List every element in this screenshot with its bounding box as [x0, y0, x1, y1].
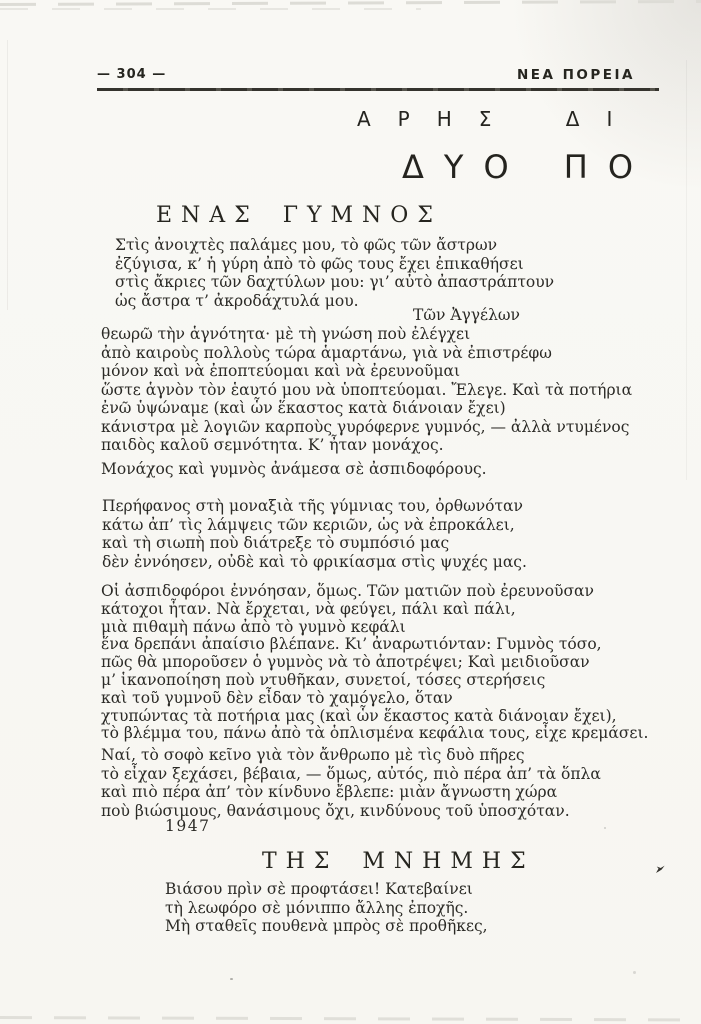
header-rule	[97, 88, 659, 91]
poem-line: ἐζύγισα, κ’ ἡ γύρη ἀπὸ τὸ φῶς τους ἔχει ἐπικαθήσει	[115, 254, 524, 273]
poem-line: τὸ βλέμμα του, πάνω ἀπὸ τὰ ὁπλισμένα κεφάλια τους, εἶχε κρεμάσει.	[101, 724, 649, 743]
section-heading: ΔΥΟ ΠΟ	[402, 148, 654, 186]
poem1-stanza-4	[102, 497, 527, 571]
page-number: — 304 —	[97, 67, 167, 82]
scan-edge-left	[7, 40, 8, 310]
poem-line: κάτοχοι ἦταν. Νὰ ἔρχεται, νὰ φεύγει, πάλι καὶ πάλι,	[101, 599, 516, 618]
poem-line: πῶς θὰ μποροῦσεν ὁ γυμνὸς νὰ τὸ ἀποτρέψει; Καὶ μειδιοῦσαν	[101, 653, 590, 672]
scan-edge-top-secondary	[0, 8, 421, 10]
poem-line: Οἱ ἀσπιδοφόροι ἐννόησαν, ὅμως. Τῶν ματιῶν ποὺ ἐρευνοῦσαν	[101, 582, 594, 600]
poem-line: τὸ εἶχαν ξεχάσει, βέβαια, — ὅμως, αὐτός, πιὸ πέρα ἀπ’ τὰ ὅπλα	[101, 764, 601, 783]
poem2-title: ΤΗΣ ΜΝΗΜΗΣ	[262, 849, 535, 874]
poem1-stanza-1	[115, 236, 554, 310]
poem-line: ὡς ἄστρα τ’ ἀκροδάχτυλά μου.	[115, 291, 359, 310]
poem-line: καὶ πιὸ πέρα ἀπ’ τὸν κίνδυνο ἔβλεπε: μιὰν ἄγνωστη χώρα	[101, 783, 558, 801]
dust-speck	[633, 971, 636, 974]
poem-line: μόνον καὶ νὰ ἐποπτεύομαι καὶ νὰ ἐρευνοῦμαι	[101, 362, 461, 380]
poem-line: κάνιστρα μὲ λογιῶν καρποὺς γυρόφερνε γυμνός, — ἀλλὰ ντυμένος	[101, 417, 630, 436]
poem-line: καὶ τὴ σιωπὴ ποὺ διάτρεξε τὸ συμπόσιό μας	[102, 534, 450, 552]
poem-line: μιὰ πιθαμὴ πάνω ἀπὸ τὸ γυμνὸ κεφάλι	[101, 617, 406, 636]
poem-line: τὴ λεωφόρο σὲ μόνιππο ἄλλης ἐποχῆς.	[165, 898, 469, 917]
poem2-stanza-1	[165, 880, 488, 936]
poem-line: θεωρῶ τὴν ἁγνότητα· μὲ τὴ γνώση ποὺ ἐλέγχει	[101, 325, 471, 343]
poem-line: στὶς ἄκριες τῶν δαχτύλων μου: γι’ αὐτὸ ἀπαστράπτουν	[115, 273, 555, 291]
poem-line: ὥστε ἁγνὸν τὸν ἑαυτό μου νὰ ὑποπτεύομαι. Ἔλεγε. Καὶ τὰ ποτήρια	[101, 380, 633, 399]
scan-edge-right	[686, 60, 687, 480]
scan-edge-bottom	[0, 1016, 701, 1022]
poem1-stanza-6	[101, 746, 601, 820]
poem1-indented-line: Τῶν Ἀγγέλων	[413, 306, 520, 324]
dust-speck	[230, 978, 233, 980]
poem-line: καὶ τοῦ γυμνοῦ δὲν εἶδαν τὸ χαμόγελο, ὅταν	[101, 688, 453, 707]
poem-line: κάτω ἀπ’ τὶς λάμψεις τῶν κεριῶν, ὡς νὰ ἐπροκάλει,	[102, 515, 515, 534]
poem-line: Μὴ σταθεῖς πουθενὰ μπρὸς σὲ προθῆκες,	[165, 917, 488, 935]
poem1-stanza-5	[101, 583, 648, 743]
poem-line: ἀπὸ καιροὺς πολλοὺς τώρα ἁμαρτάνω, γιὰ νὰ ἐπιστρέφω	[101, 343, 552, 362]
poem1-stanza-3	[101, 460, 487, 479]
ink-mark	[656, 864, 665, 873]
dust-speck	[604, 827, 606, 829]
poem-line: μ’ ἱκανοποίηση ποὺ ντυθῆκαν, συνετοί, τόσες στερήσεις	[101, 670, 546, 689]
poem1-title: ΕΝΑΣ ΓΥΜΝΟΣ	[156, 203, 442, 228]
poem1-date: 1947	[165, 817, 211, 835]
poem-line: ποὺ βιώσιμους, θανάσιμους ὄχι, κινδύνους τοῦ ὑποσχόταν.	[101, 801, 570, 820]
poem-line: ἐνῶ ὑψώναμε (καὶ ὧν ἕκαστος κατὰ διάνοιαν ἔχει)	[101, 399, 506, 417]
poem-line: δὲν ἐννόησεν, οὐδὲ καὶ τὸ φρικίασμα στὶς ψυχές μας.	[102, 552, 527, 571]
poem-line: ἕνα δρεπάνι ἀπαίσιο βλέπανε. Κι’ ἀναρωτιόνταν: Γυμνὸς τόσο,	[101, 635, 602, 654]
scan-edge-top	[0, 0, 701, 6]
poem-line: Μονάχος καὶ γυμνὸς ἀνάμεσα σὲ ἀσπιδοφόρους.	[101, 460, 487, 478]
journal-title: ΝΕΑ ΠΟΡΕΙΑ	[516, 67, 635, 83]
poem-line: χτυπώντας τὰ ποτήρια μας (καὶ ὧν ἕκαστος κατὰ διάνοιαν ἔχει),	[101, 706, 617, 725]
poem-line: Περήφανος στὴ μοναξιὰ τῆς γύμνιας του, ὀρθωνόταν	[102, 497, 523, 515]
poem-line: παιδὸς καλοῦ σεμνότητα. Κ’ ἦταν μονάχος.	[101, 436, 444, 454]
poem1-stanza-2	[101, 325, 632, 455]
poem-line: Βιάσου πρὶν σὲ προφτάσει! Κατεβαίνει	[165, 880, 473, 898]
poem-line: Στὶς ἀνοιχτὲς παλάμες μου, τὸ φῶς τῶν ἄστρων	[115, 236, 498, 254]
poem-line: Ναί, τὸ σοφὸ κεῖνο γιὰ τὸν ἄνθρωπο μὲ τὶς δυὸ πῆρες	[101, 746, 525, 764]
author-heading: ΑΡΗΣ ΔΙ	[357, 107, 640, 131]
